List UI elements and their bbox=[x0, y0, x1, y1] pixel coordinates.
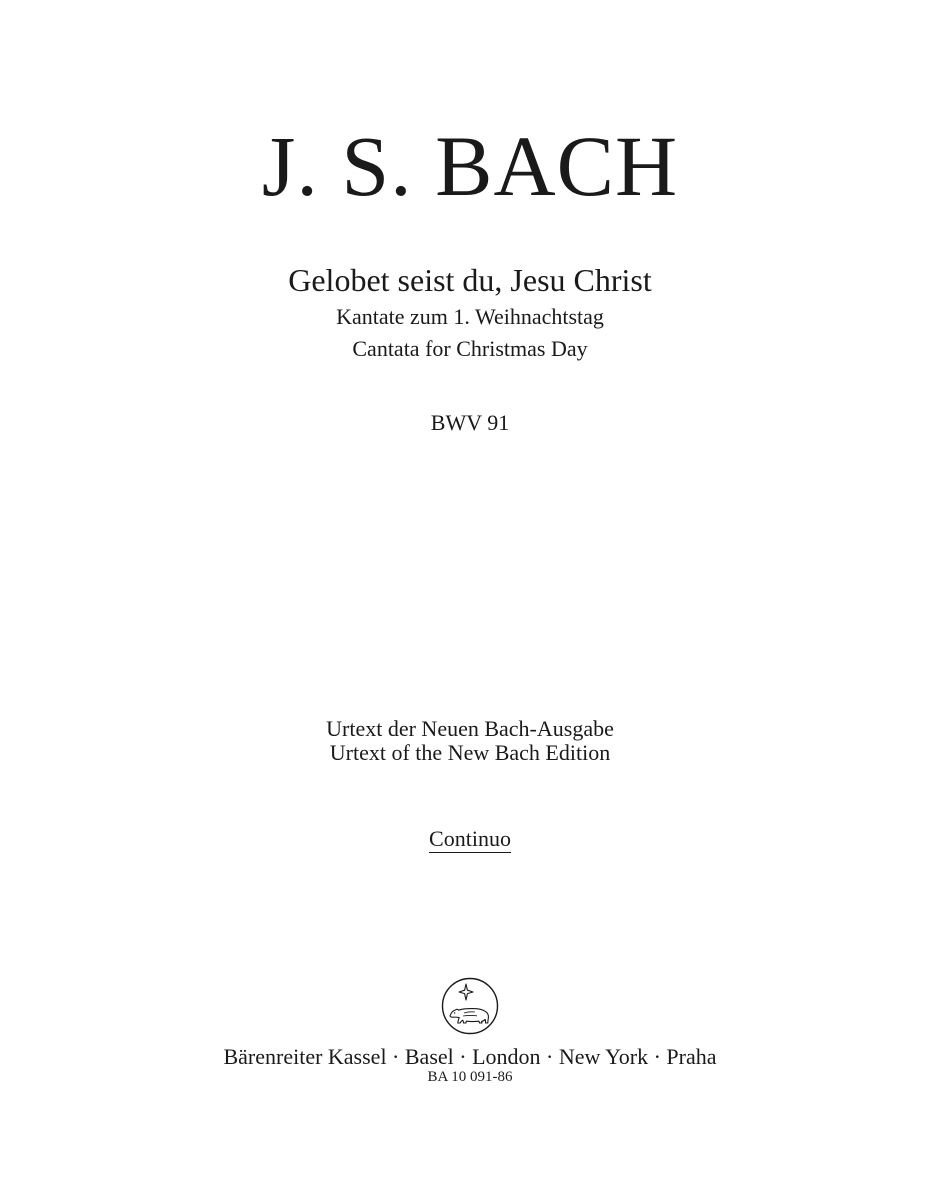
part-name: Continuo bbox=[429, 826, 511, 851]
publisher-order-number: BA 10 091-86 bbox=[427, 1069, 513, 1085]
urtext-note-english: Urtext of the New Bach Edition bbox=[329, 740, 611, 765]
urtext-note-german: Urtext der Neuen Bach-Ausgabe bbox=[326, 716, 614, 741]
baerenreiter-bear-star-logo-icon bbox=[440, 976, 500, 1036]
part-label-container bbox=[0, 826, 940, 853]
publisher-cities: Bärenreiter Kassel · Basel · London · New York · Praha bbox=[223, 1044, 717, 1069]
bwv-catalog-number: BWV 91 bbox=[430, 410, 510, 435]
work-subtitle-german: Kantate zum 1. Weihnachtstag bbox=[336, 304, 604, 329]
work-title: Gelobet seist du, Jesu Christ bbox=[288, 262, 652, 298]
composer-name: J. S. BACH bbox=[261, 118, 679, 214]
work-subtitle-english: Cantata for Christmas Day bbox=[352, 336, 588, 361]
